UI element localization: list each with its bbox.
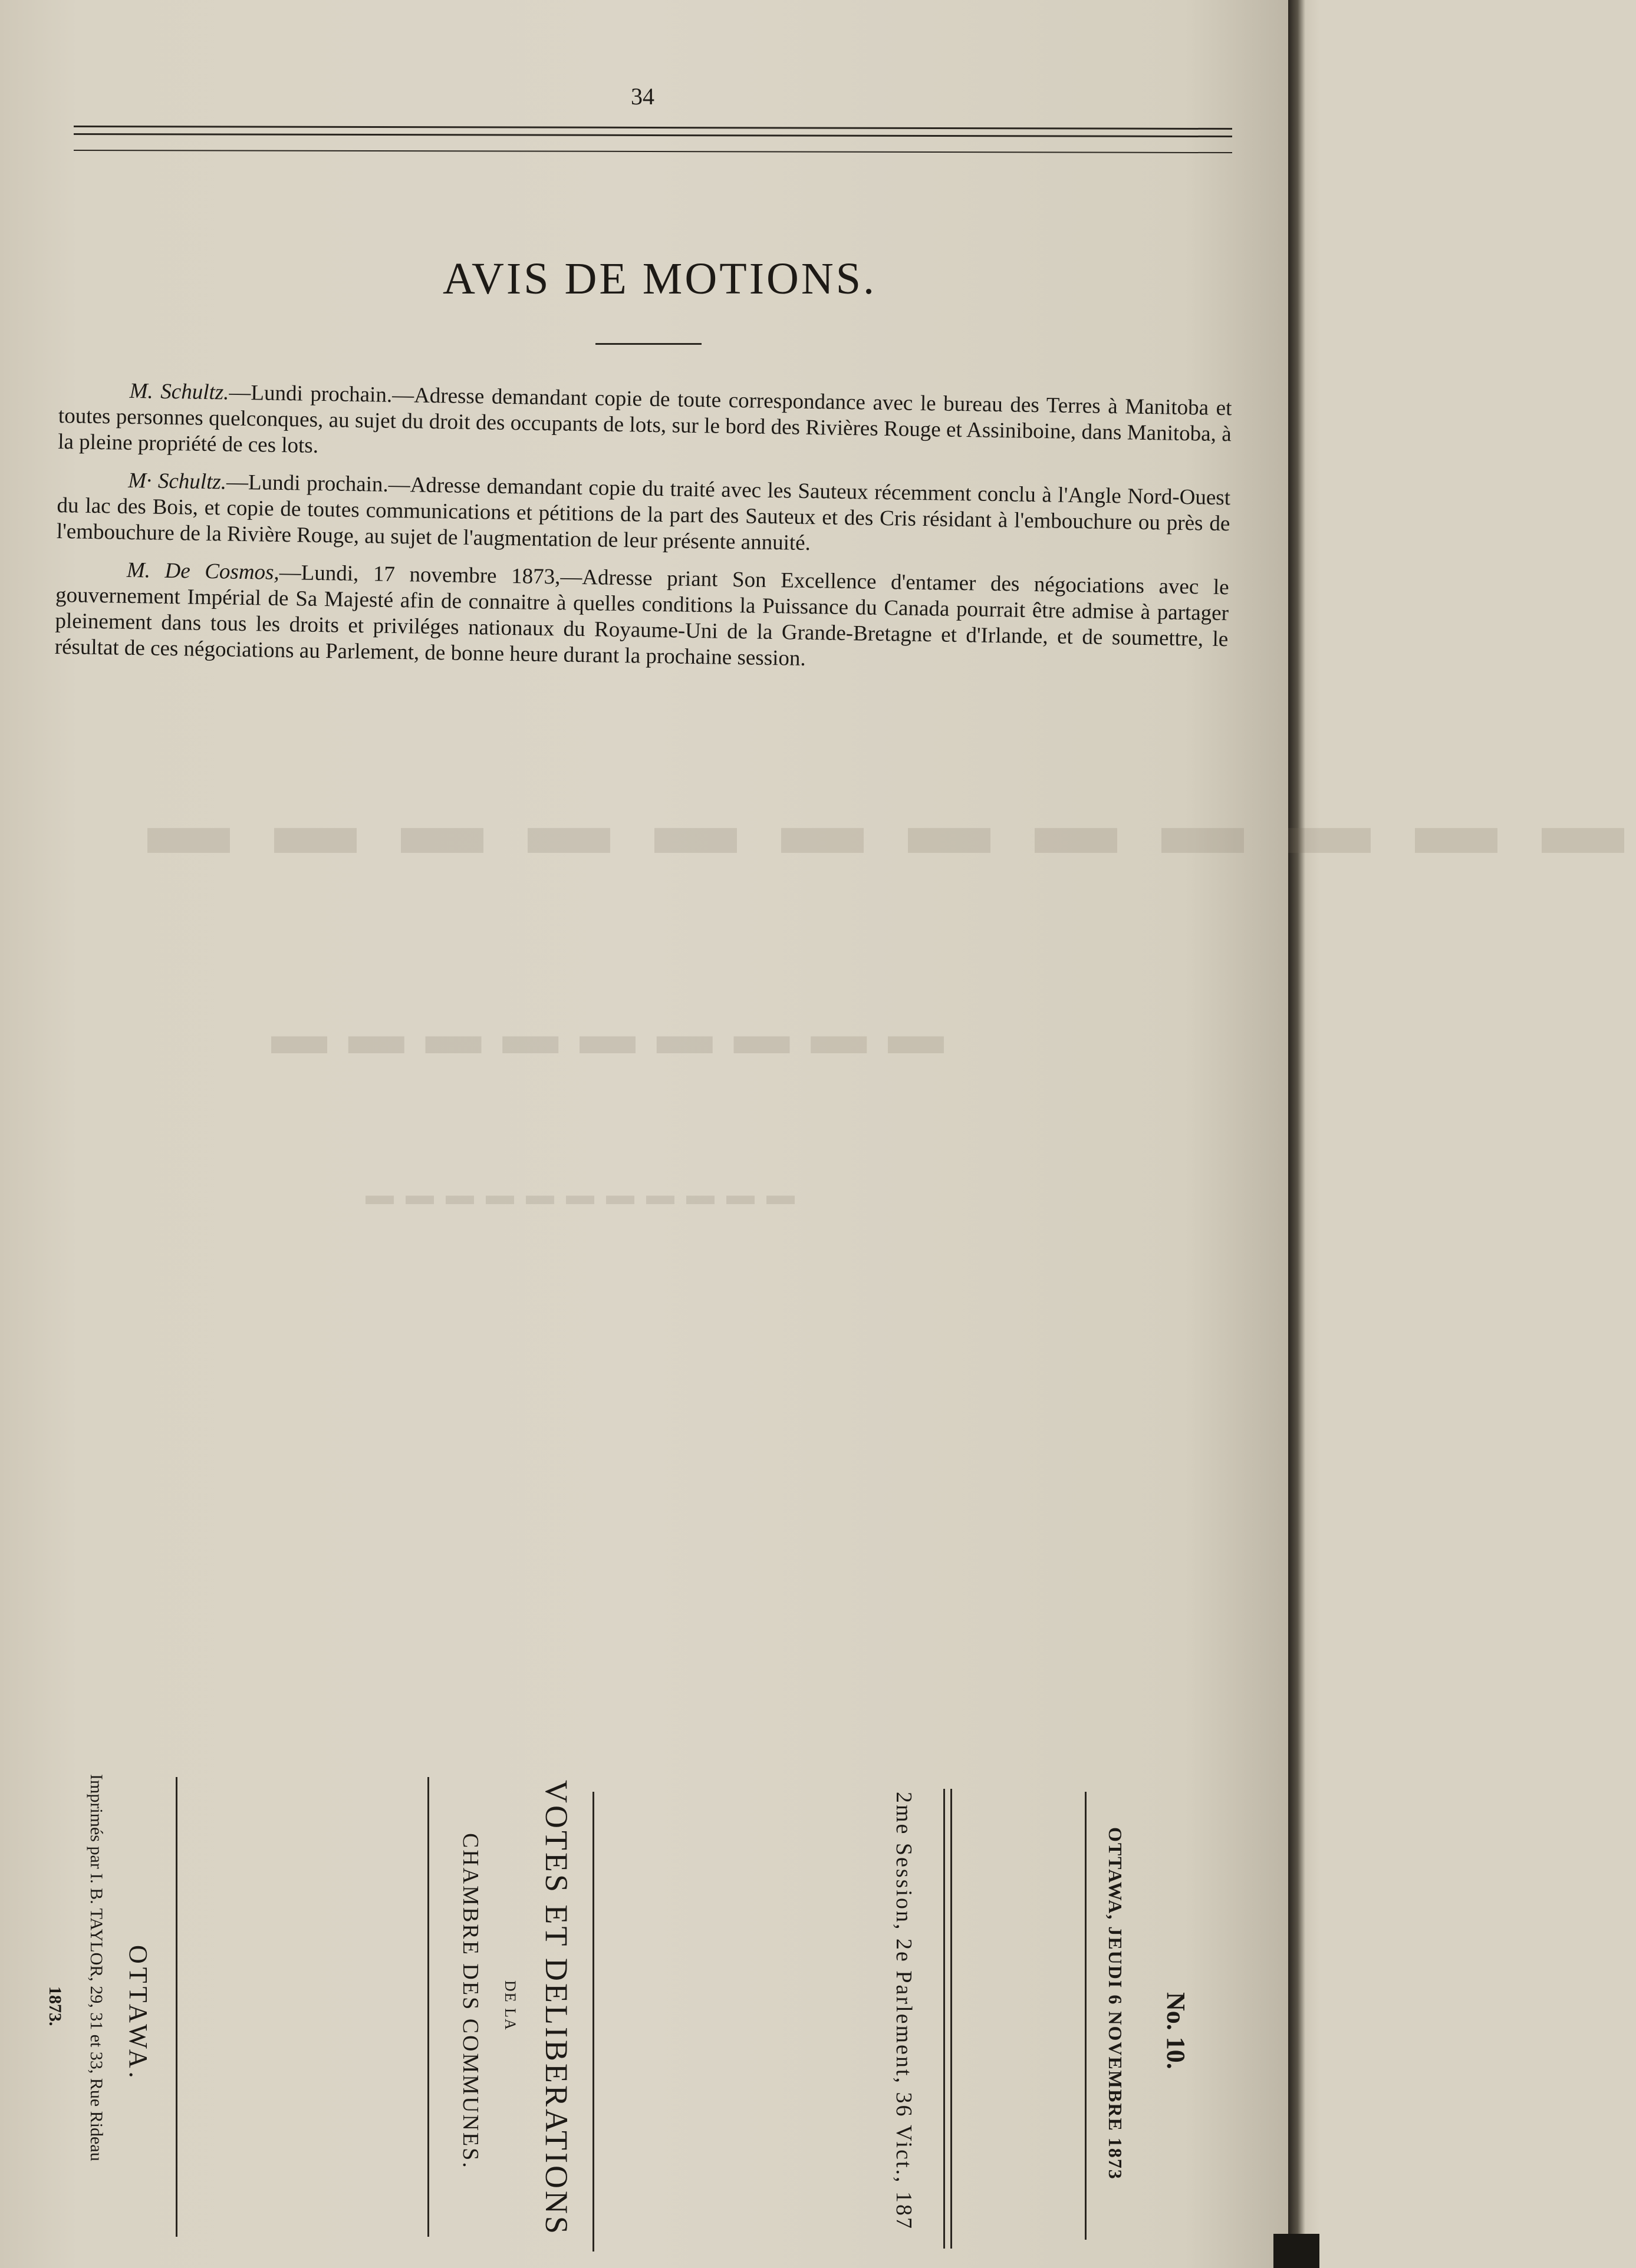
docket-rule [943,1789,945,2249]
member-name: M· Schultz. [127,468,227,495]
docket-rule [592,1792,594,2251]
member-name: M. De Cosmos, [126,558,280,585]
docket-rule [950,1789,952,2249]
bleed-through-text: ▬ ▬ ▬ ▬ ▬ ▬ ▬ ▬ ▬ ▬ ▬ [366,1179,797,1211]
scan-corner [1273,2234,1319,2268]
cover-year: 1873. [45,1986,65,2026]
cover-title: VOTES ET DELIBERATIONS [539,1780,574,2236]
motions-list [54,377,1232,690]
member-name: M. Schultz. [129,378,229,405]
printer-line: Imprimés par I. B. TAYLOR, 29, 31 et 33, Rue Rideau [87,1774,106,2161]
motion-paragraph [57,467,1231,563]
motion-text: —Lundi prochain.—Adresse demandant copie de toute correspondance avec le bureau des Terres à Manitoba et toutes personnes quelconques, au sujet du droit des occupants de lots, sur le bord des Rivières Rouge et Assiniboine, dans Manitoba, à la pleine propriété de ces lots. [57,380,1232,458]
bleed-through-text: ▬ ▬ ▬ ▬ ▬ ▬ ▬ ▬ ▬ ▬ ▬ ▬ [147,780,1636,871]
cover-chambre: CHAMBRE DES COMMUNES. [458,1833,483,2170]
issue-number: No. 10. [1161,1992,1190,2069]
title-divider [595,343,702,345]
docket-rule [176,1777,177,2237]
docket-rule [1085,1792,1087,2240]
motion-paragraph [54,556,1229,678]
session-line: 2me Session, 2e Parlement, 36 Vict., 187 [891,1792,916,2230]
motion-text: —Lundi prochain.—Adresse demandant copie du traité avec les Sauteux récemment conclu à l'Angle Nord-Ouest du lac des Bois, et copie de toutes communications et pétitions de la part des Sauteux et des Cris résidant à l'embouchure ou près de l'embouchure de la Rivière Rouge, au sujet de l'augmentation de leur présente annuité. [56,470,1231,556]
section-title: AVIS DE MOTIONS. [442,254,877,304]
docket-rule [427,1777,429,2237]
bleed-through-text: ▬ ▬ ▬ ▬ ▬ ▬ ▬ ▬ ▬ [271,1003,947,1066]
cover-de-la: DE LA [502,1980,519,2031]
cover-city: OTTAWA. [124,1945,153,2082]
issue-date: OTTAWA, JEUDI 6 NOVEMBRE 1873 [1105,1827,1126,2180]
page-number: 34 [631,83,654,110]
motion-text: —Lundi, 17 novembre 1873,—Adresse priant Son Excellence d'entamer des négociations avec le gouvernement Impérial de Sa Majesté afin de connaitre à quelles conditions la Puissance du Canada pourrait être admise à partager pleinement dans tous les droits et priviléges nationaux du Royaume-Uni de la Grande-Bretagne et d'Irlande, et de soumettre, le résultat de ces négociations au Parlement, de bonne heure durant la prochaine session. [54,560,1229,671]
binding-edge [1288,0,1319,2268]
